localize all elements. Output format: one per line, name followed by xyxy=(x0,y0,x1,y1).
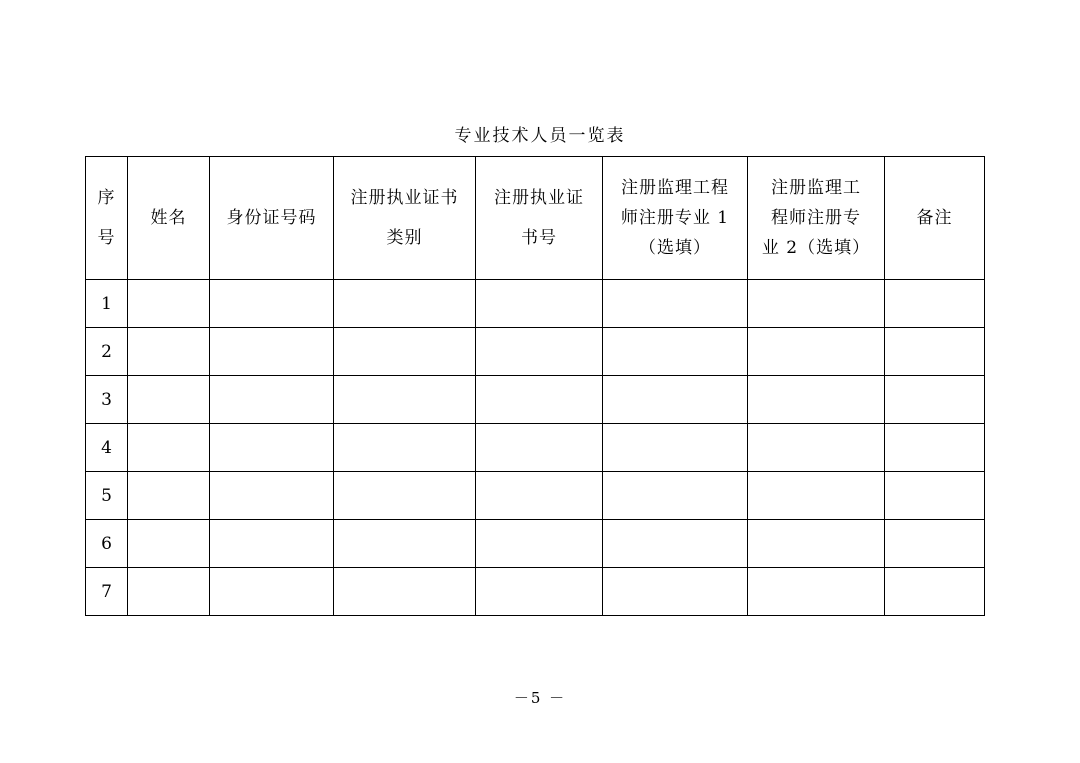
header-line: 备注 xyxy=(916,208,953,228)
header-remarks xyxy=(885,157,985,280)
certificate-type-cell xyxy=(334,328,476,376)
header-line: 书号 xyxy=(521,228,557,248)
certificate-type-cell xyxy=(334,472,476,520)
certificate-number-cell xyxy=(476,328,603,376)
page-number: －5 － xyxy=(513,689,567,707)
specialty-1-cell xyxy=(603,424,748,472)
specialty-1-cell xyxy=(603,280,748,328)
header-line: 序 xyxy=(97,188,116,208)
id-number-cell xyxy=(210,424,334,472)
certificate-number-cell xyxy=(476,472,603,520)
certificate-number-cell xyxy=(476,424,603,472)
id-number-cell xyxy=(210,568,334,616)
remarks-cell xyxy=(885,424,985,472)
certificate-number-cell xyxy=(476,568,603,616)
certificate-number-cell xyxy=(476,280,603,328)
header-line: 注册监理工 xyxy=(771,178,861,198)
id-number-cell xyxy=(210,472,334,520)
row-index-cell: 3 xyxy=(86,376,128,424)
certificate-number-cell xyxy=(476,520,603,568)
certificate-type-cell xyxy=(334,376,476,424)
remarks-cell xyxy=(885,520,985,568)
table-row xyxy=(86,376,985,424)
row-index-cell: 5 xyxy=(86,472,128,520)
header-line: 类别 xyxy=(386,228,423,248)
specialty-1-cell xyxy=(603,568,748,616)
certificate-type-cell xyxy=(334,280,476,328)
specialty-2-cell xyxy=(748,568,885,616)
name-cell xyxy=(128,520,210,568)
table-row xyxy=(86,280,985,328)
remarks-cell xyxy=(885,568,985,616)
table-header-row xyxy=(86,157,985,280)
row-index-cell: 6 xyxy=(86,520,128,568)
table-row xyxy=(86,568,985,616)
remarks-cell xyxy=(885,328,985,376)
header-line: 注册监理工程 xyxy=(621,178,729,198)
header-line: （选填） xyxy=(639,238,711,258)
specialty-2-cell xyxy=(748,520,885,568)
header-line: 注册执业证 xyxy=(494,188,584,208)
table-row xyxy=(86,328,985,376)
name-cell xyxy=(128,472,210,520)
header-line: 师注册专业 1 xyxy=(620,208,730,228)
specialty-2-cell xyxy=(748,280,885,328)
specialty-2-cell xyxy=(748,328,885,376)
header-name xyxy=(128,157,210,280)
remarks-cell xyxy=(885,472,985,520)
table-row xyxy=(86,424,985,472)
specialty-2-cell xyxy=(748,376,885,424)
name-cell xyxy=(128,328,210,376)
row-index-cell: 1 xyxy=(86,280,128,328)
header-id-number xyxy=(210,157,334,280)
name-cell xyxy=(128,424,210,472)
header-certificate-number xyxy=(476,157,603,280)
specialty-1-cell xyxy=(603,328,748,376)
specialty-2-cell xyxy=(748,472,885,520)
header-index xyxy=(86,157,128,280)
certificate-type-cell xyxy=(334,424,476,472)
header-line: 姓名 xyxy=(150,208,187,228)
remarks-cell xyxy=(885,280,985,328)
row-index-cell: 2 xyxy=(86,328,128,376)
header-line: 身份证号码 xyxy=(226,208,317,228)
table-row xyxy=(86,520,985,568)
id-number-cell xyxy=(210,376,334,424)
header-line: 业 2（选填） xyxy=(761,238,871,258)
header-line: 号 xyxy=(97,228,116,248)
personnel-table xyxy=(85,156,985,616)
table-row xyxy=(86,472,985,520)
row-index-cell: 7 xyxy=(86,568,128,616)
specialty-1-cell xyxy=(603,472,748,520)
name-cell xyxy=(128,568,210,616)
document-title: 专业技术人员一览表 xyxy=(454,126,626,146)
id-number-cell xyxy=(210,520,334,568)
header-specialty-1 xyxy=(603,157,748,280)
specialty-1-cell xyxy=(603,376,748,424)
name-cell xyxy=(128,376,210,424)
header-line: 程师注册专 xyxy=(771,208,861,228)
specialty-1-cell xyxy=(603,520,748,568)
id-number-cell xyxy=(210,328,334,376)
id-number-cell xyxy=(210,280,334,328)
certificate-number-cell xyxy=(476,376,603,424)
specialty-2-cell xyxy=(748,424,885,472)
header-certificate-type xyxy=(334,157,476,280)
certificate-type-cell xyxy=(334,520,476,568)
certificate-type-cell xyxy=(334,568,476,616)
header-line: 注册执业证书 xyxy=(350,188,459,208)
header-specialty-2 xyxy=(748,157,885,280)
name-cell xyxy=(128,280,210,328)
remarks-cell xyxy=(885,376,985,424)
row-index-cell: 4 xyxy=(86,424,128,472)
